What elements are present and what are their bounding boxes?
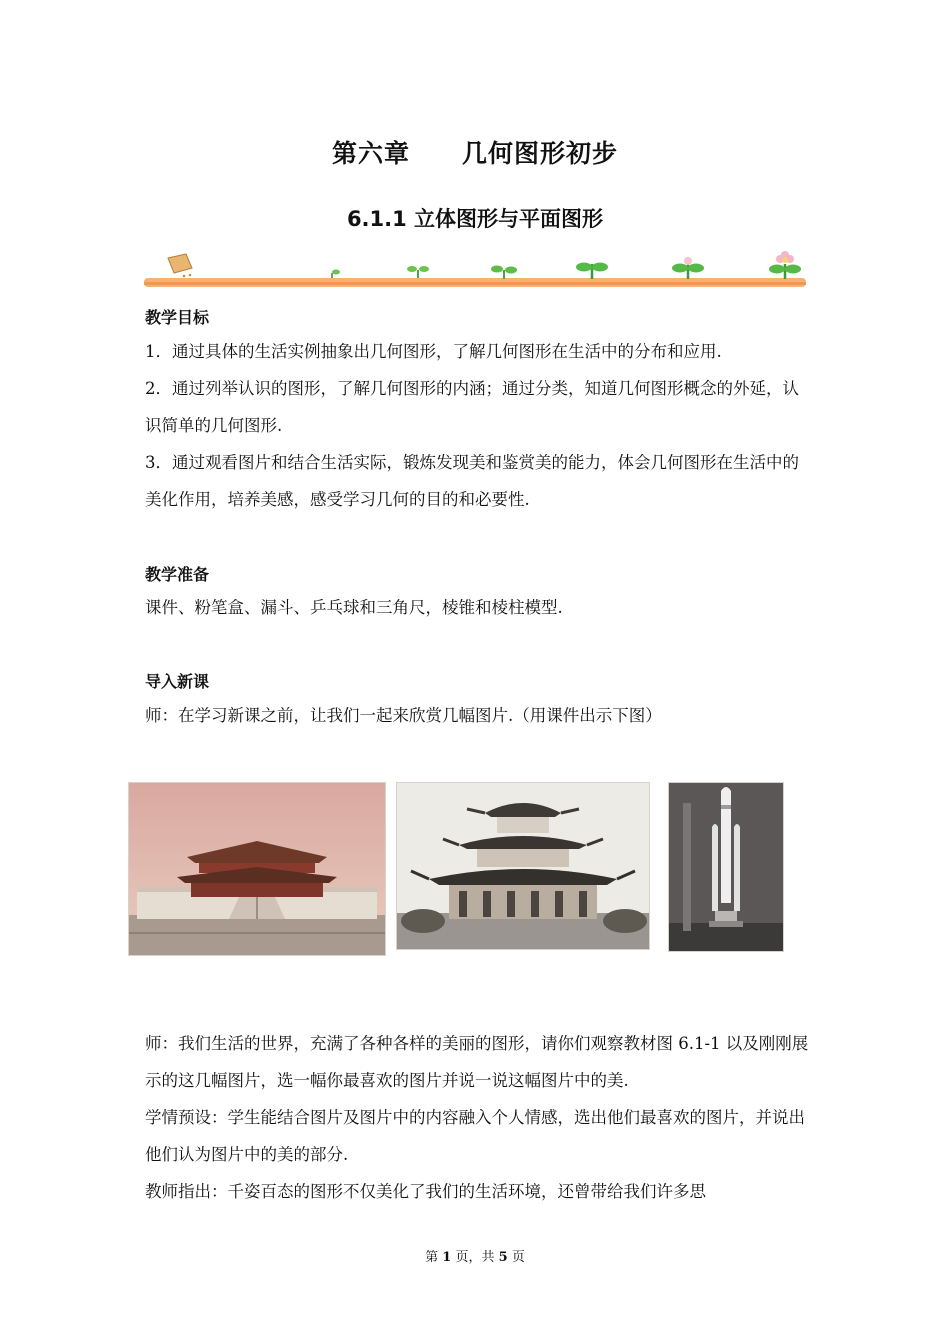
- current-page-number: 1: [442, 1250, 452, 1265]
- flower-icon: [769, 251, 801, 279]
- intro-heading: 导入新课: [145, 672, 210, 691]
- footer-middle: 页，共: [455, 1250, 495, 1265]
- sprout-medium-icon: [491, 266, 517, 280]
- body-text: [145, 1025, 815, 1210]
- sprout-icon: [407, 266, 429, 278]
- sprout-small-icon: [332, 270, 340, 279]
- pagoda-tower-photo: [396, 782, 650, 950]
- rocket-launch-photo: [668, 782, 784, 952]
- objective-item-2: 2．通过列举认识的图形，了解几何图形的内涵；通过分类，知道几何图形概念的外延，认识简单的几何图形.: [145, 379, 799, 435]
- body-paragraph-3: 教师指出：千姿百态的图形不仅美化了我们的生活环境，还曾带给我们许多思: [145, 1182, 706, 1201]
- chapter-number: 第六章: [331, 139, 410, 168]
- plant-two-leaves-icon: [576, 263, 608, 280]
- intro-text: 师：在学习新课之前，让我们一起来欣赏几幅图片.（用课件出示下图）: [145, 706, 662, 725]
- body-paragraph-2: 学情预设：学生能结合图片及图片中的内容融入个人情感，选出他们最喜欢的图片，并说出他们认为图片中的美的部分.: [145, 1108, 805, 1164]
- chapter-title: [0, 134, 950, 170]
- chapter-name: 几何图形初步: [462, 139, 619, 168]
- objective-item-3: 3．通过观看图片和结合生活实际，锻炼发现美和鉴赏美的能力，体会几何图形在生活中的美化作用，培养美感，感受学习几何的目的和必要性.: [145, 453, 799, 509]
- preparation-heading: 教学准备: [145, 565, 210, 584]
- footer-prefix: 第: [425, 1250, 439, 1265]
- objective-item-1: 1．通过具体的生活实例抽象出几何图形，了解几何图形在生活中的分布和应用.: [145, 342, 722, 361]
- objectives-heading: 教学目标: [145, 308, 210, 327]
- palace-hall-photo: [128, 782, 386, 956]
- body-paragraph-1: 师：我们生活的世界，充满了各种各样的美丽的图形，请你们观察教材图 6.1-1 以及刚刚展示的这几幅图片，选一幅你最喜欢的图片并说一说这幅图片中的美.: [145, 1034, 809, 1090]
- objectives-list: [145, 333, 815, 518]
- ground-shadow: [144, 282, 806, 285]
- preparation-text: 课件、粉笔盒、漏斗、乒乓球和三角尺，棱锥和棱柱模型.: [145, 598, 563, 617]
- footer-suffix: 页: [511, 1250, 525, 1265]
- plant-bud-icon: [672, 257, 704, 279]
- seed-bag-icon: [168, 254, 192, 277]
- total-page-count: 5: [498, 1250, 508, 1265]
- grass-banner-decoration: [140, 248, 810, 294]
- page-footer: [0, 1246, 950, 1265]
- section-title: 6.1.1 立体图形与平面图形: [346, 207, 604, 231]
